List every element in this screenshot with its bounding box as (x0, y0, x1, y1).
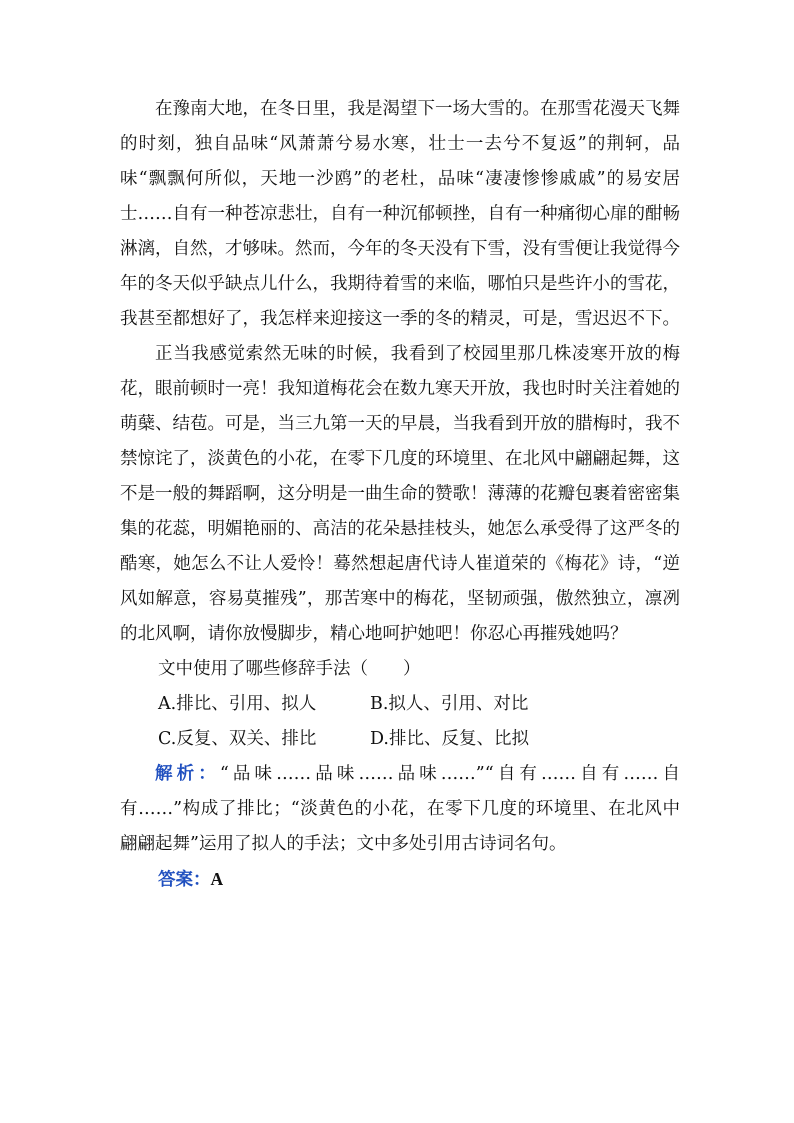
option-d: D.排比、反复、比拟 (370, 729, 529, 749)
analysis-block (120, 757, 680, 862)
passage-paragraph-1: 在豫南大地，在冬日里，我是渴望下一场大雪的。在那雪花漫天飞舞的时刻，独自品味“风萧萧兮易水寒，壮士一去兮不复返”的荆轲，品味“飘飘何所似，天地一沙鸥”的老杜，品味“凄凄惨惨戚戚”的易安居士……自有一种苍凉悲壮，自有一种沉郁顿挫，自有一种痛彻心扉的酣畅淋漓，自然，才够味。然而，今年的冬天没有下雪，没有雪便让我觉得今年的冬天似乎缺点儿什么，我期待着雪的来临，哪怕只是些许小的雪花，我甚至都想好了，我怎样来迎接这一季的冬的精灵，可是，雪迟迟不下。 (120, 99, 680, 329)
answer-label: 答案： (158, 870, 211, 890)
question-text: 文中使用了哪些修辞手法（ ） (158, 659, 421, 679)
option-a: A.排比、引用、拟人 (158, 694, 317, 714)
options-row-1 (158, 687, 680, 722)
passage-paragraph-2: 正当我感觉索然无味的时候，我看到了校园里那几株凌寒开放的梅花，眼前顿时一亮！我知道梅花会在数九寒天开放，我也时时关注着她的萌蘖、结苞。可是，当三九第一天的早晨，当我看到开放的腊梅时，我不禁惊诧了，淡黄色的小花，在零下几度的环境里、在北风中翩翩起舞，这不是一般的舞蹈啊，这分明是一曲生命的赞歌！薄薄的花瓣包裹着密密集集的花蕊，明媚艳丽的、高洁的花朵悬挂枝头，她怎么承受得了这严冬的酷寒，她怎么不让人爱怜！蓦然想起唐代诗人崔道荣的《梅花》诗，“逆风如解意，容易莫摧残”，那苦寒中的梅花，坚韧顽强，傲然独立，凛冽的北风啊，请你放慢脚步，精心地呵护她吧！你忍心再摧残她吗？ (120, 344, 680, 644)
option-b: B.拟人、引用、对比 (370, 694, 529, 714)
options-block (120, 687, 680, 757)
answer-block (120, 862, 680, 898)
document-page (120, 92, 680, 898)
analysis-text: “品味……品味……品味……”“自有……自有……自有……”构成了排比；“淡黄色的小花，在零下几度的环境里、在北风中翩翩起舞”运用了拟人的手法；文中多处引用古诗词名句。 (120, 764, 680, 854)
analysis-label: 解析： (155, 764, 220, 784)
option-c: C.反复、双关、排比 (158, 729, 317, 749)
answer-value: A (210, 869, 224, 889)
options-row-2 (158, 722, 680, 757)
